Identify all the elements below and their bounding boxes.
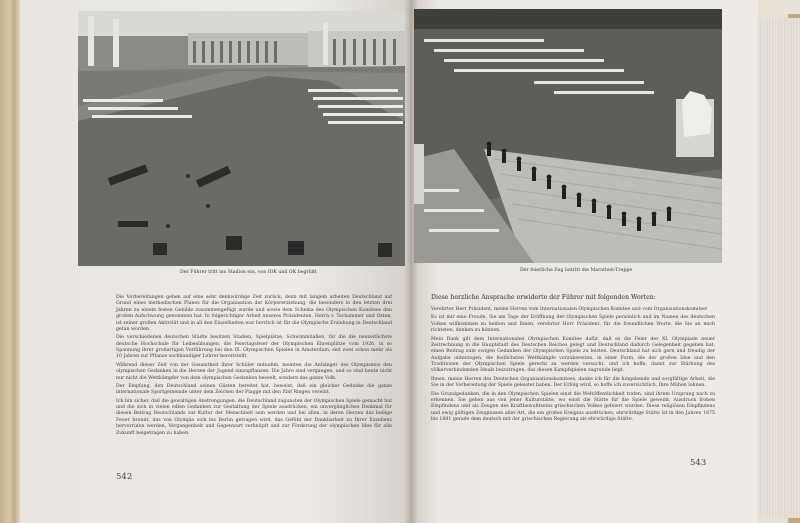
- left-paragraph-1: Die Vorbereitungen gehen auf eine sehr denkwürdige Zeit zurück; denn mit langem arbeiten Deutschland auf Grund eines methodischen Planes für die Organisation der Körpererziehung, die besonders in den letzten drei Jahren zu einem festen Gebilde zusammengefügt wurde und sowie dem Schema des Olympischen Komitees den großen Aufschwung genommen hat. In folgerichtiger Arbeit unseres Präsidenten, Herrn v. Tschammer und Osten, ist seiner großen Aktivität und in all den Einzelheiten war herrlich ist für die Olympische Erziehung in Deutschland getan worden.: [116, 295, 392, 332]
- left-paragraph-2: Die verschiedenen deutschen Städte besitzen Stadien, Spielplätze, Schwimmhallen, für die die neuzeitlichste deutsche Hochschule für Leibesübungen, die Feiertagsfeier der Olympischen Ehrenplätze vom 1926, in so Spannung ihrer großartigen Vorführung bei den IX. Olympischen Spielen in Amsterdam, seit zwei schon mehr als 10 Jahren zur Pflanze sachkundiger Lehrer bereitstellt.: [116, 335, 392, 360]
- procession-illustration: [414, 9, 722, 263]
- right-paragraph-5: Die Grundgedanken, die in den Olympischen Spielen einst die Weltöffentlichkeit trafen, sind ihrem Ursprung nach zu erkennen. Sie gehen aus von jener Kulturstätte, wo einst die Stätte für die Spiele geweiht, Ausdruck frohen Empfindens und als Zeugen des Kraftbewußtseins griechischen Volkes gefeiert wurden. Diese religiösen Empfindens und ewig gültigen Zeugnissen aller Art, die ein großes Ereignis ausdrücken, ehrwürdige Stätte ist in den Jahren 1875 bis 1881 gerade dem deutsch mit der griechischen Regierung als ehrwürdige Stätte.: [431, 391, 715, 422]
- right-photo-caption: Der feierliche Zug betritt die Marathon-Treppe: [520, 268, 633, 273]
- left-paragraph-5: Ich bin sicher, daß die gewaltigen Anstrengungen, die Deutschland zugunsten der Olympischen Spiele gemacht hat und die sich in vielen edlen Gedanken zur Gestaltung der Spiele ausdrücken, ein unvergängliches Denkmal für diesen Beitrag Deutschlands zur Kultur der Menschheit sein werden und bei allen, in deren Herzen das heilige Feuer brennt, das von Olympia sich bis Berlin getragen wird, das Gefühl der Dankbarkeit zu Ihrer Exzellenz hervorrufen werden, Vergangenheit und Gegenwart verknüpft und zur Förderung der olympischen Idee für alle Zukunft beigetragen zu haben.: [116, 398, 392, 436]
- stadium-parade-photo: [78, 11, 405, 266]
- right-paragraph-2: Es ist mir eine Freude, Sie am Tage der Eröffnung der Olympischen Spiele persönlich und im Namen des deutschen Volkes willkommen zu heißen und Ihnen, verehrter Herr Präsident, für die freundlichen Worte, die Sie an mich richteten, danken zu können.: [431, 315, 715, 334]
- left-paragraph-3: Während dieser Zeit von der Gesamtheit ihrer Schüler mitnahm, meinten die Anhänger des Olympismus den olympischen Gedanken in die Herzen der Jugend einzupflanzen. Die Jahre sind vergangen, und so sind heute nicht nur nicht die Wettkämpfer von dem olympischen Gedanken beseelt, sondern das ganze Volk.: [116, 362, 392, 381]
- page-stack-edge: [755, 18, 800, 518]
- right-page-number: 543: [690, 458, 707, 468]
- left-page-number: 542: [116, 472, 133, 482]
- speech-intro: Diese herzliche Ansprache erwiderte der Führer mit folgenden Worten:: [431, 294, 656, 301]
- left-page-text: [116, 295, 392, 439]
- right-paragraph-1: Verehrter Herr Präsident, meine Herren vom Internationalen Olympischen Komitee und vom Organisationskomitee!: [431, 307, 708, 312]
- right-paragraph-4: Ihnen, meine Herren des Deutschen Organisationskomitees, danke ich für die hingebende und sorgfältige Arbeit, die Sie in der Vorbereitung der Spiele geleistet haben. Der Erfolg wird, so hoffe ich zuversichtlich, Ihre Mühen lohnen.: [431, 376, 715, 389]
- right-page-text: [431, 307, 715, 425]
- left-paragraph-4: Der Empfang, den Deutschland seinen Gästen bereitet hat, beweist, daß ein gleicher Gedanke die ganze internationale Sportgemeinde unter dem Zeichen der Flagge mit den fünf Ringen vereint.: [116, 383, 392, 396]
- right-paragraph-3: Mein Dank gilt dem Internationalen Olympischen Komitee dafür, daß es die Feier der XI. Olympiade neuer Zeitrechnung in die Hauptstadt des Deutschen Reiches gelegt und Deutschland dadurch Gelegenheit gegeben hat, einen Beitrag zum ewigen Gedanken der Olympischen Spiele zu leisten. Deutschland hat sich gern und freudig der Aufgabe unterzogen, die festlichsten Wettkämpfe vorzubereiten, in einer Form, die der großen Idee und den Traditionen der Olympischen Spiele gerecht zu werden versucht, und ich hoffe, damit zur Stärkung des völkerverbindenden Ideals beizutragen, das diesen Kampfspielen zugrunde liegt.: [431, 336, 715, 374]
- stadium-parade-illustration: [78, 11, 405, 266]
- left-photo-caption: Der Führer tritt ins Stadion ein, von IOK und OK begrüßt: [180, 270, 317, 275]
- procession-photo: [414, 9, 722, 263]
